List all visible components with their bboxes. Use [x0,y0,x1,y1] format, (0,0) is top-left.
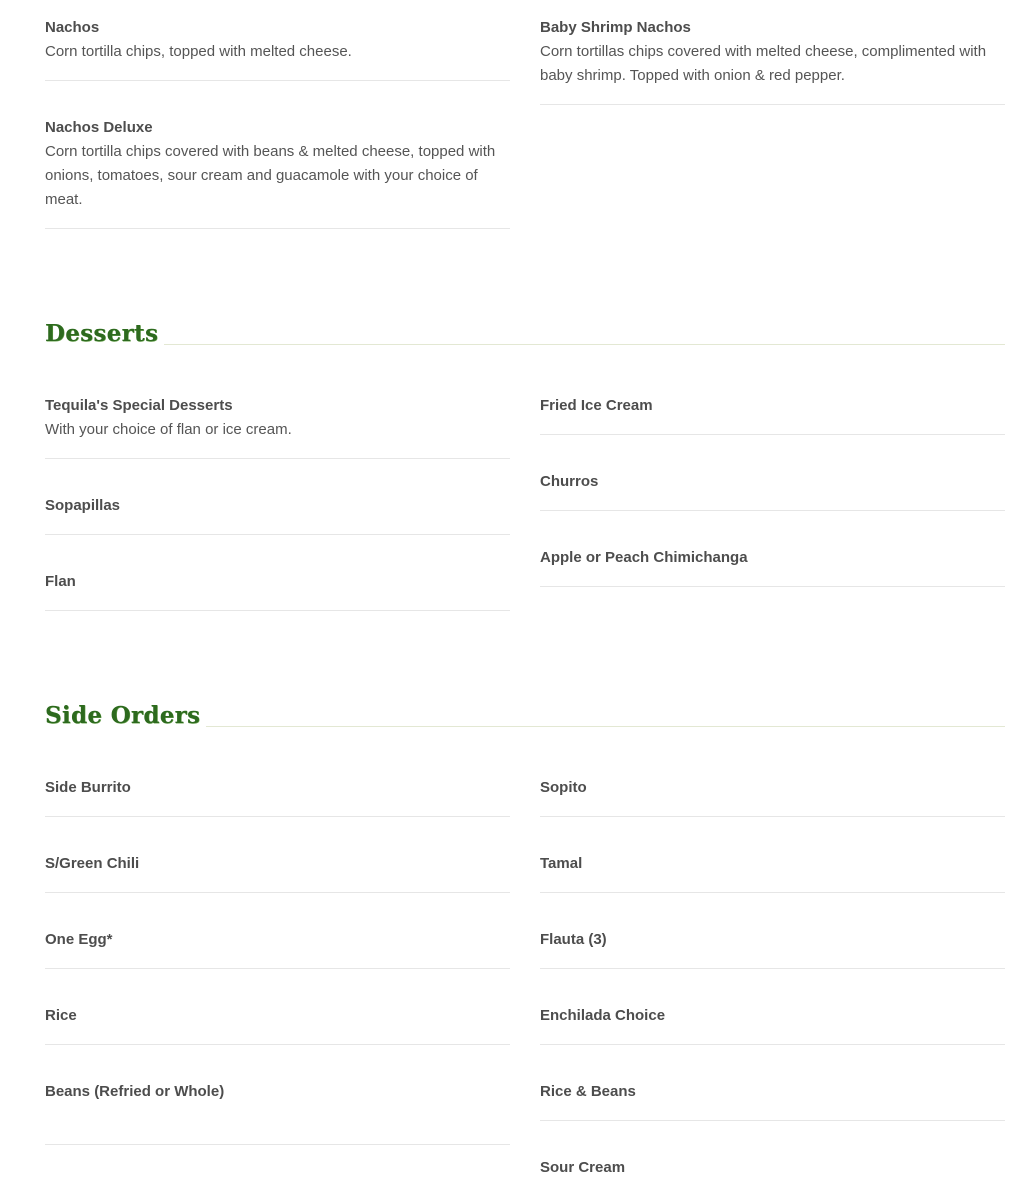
menu-item-sopapillas [45,494,510,535]
item-name: S/Green Chili [45,855,140,872]
item-name: Churros [540,473,599,490]
menu-item-nachos-deluxe [45,116,510,229]
item-name: Enchilada Choice [540,1007,666,1024]
section-title: Desserts [45,320,164,348]
item-name: Tequila's Special Desserts [45,397,233,414]
item-name: Rice & Beans [540,1083,636,1100]
menu-item-churros [540,470,1005,511]
section-title: Side Orders [45,702,206,730]
menu-item-rice-beans [540,1080,1005,1121]
item-name: Beans (Refried or Whole) [45,1083,225,1100]
menu-item-flan [45,570,510,611]
menu-item-sour-cream [540,1156,1005,1178]
menu-item-tamal [540,852,1005,893]
item-name: Flan [45,573,76,590]
item-name: Sour Cream [540,1159,626,1176]
item-name: Nachos Deluxe [45,119,153,136]
item-name: Sopapillas [45,497,121,514]
item-name: Tamal [540,855,583,872]
menu-item-baby-shrimp-nachos [540,16,1005,105]
item-description: Corn tortilla chips, topped with melted cheese. [45,43,352,60]
item-name: Flauta (3) [540,931,607,948]
menu-item-rice [45,1004,510,1045]
menu-item-one-egg [45,928,510,969]
item-name: Apple or Peach Chimichanga [540,549,748,566]
item-name: Fried Ice Cream [540,397,653,414]
menu-item-green-chili [45,852,510,893]
menu-item-apple-peach-chimichanga [540,546,1005,587]
item-name: Side Burrito [45,779,131,796]
desserts-heading [45,320,1005,347]
menu-item-beans [45,1080,510,1145]
menu-item-flauta [540,928,1005,969]
menu-item-nachos [45,16,510,81]
item-name: Sopito [540,779,587,796]
item-name: Rice [45,1007,77,1024]
item-name: Nachos [45,19,100,36]
item-description: Corn tortilla chips covered with beans & melted cheese, topped with onions, tomatoes, sour cream and guacamole with your choice of meat. [45,143,496,208]
menu-item-sopito [540,776,1005,817]
menu-item-enchilada-choice [540,1004,1005,1045]
menu-item-fried-ice-cream [540,394,1005,435]
side-orders-heading [45,702,1005,729]
item-name: One Egg* [45,931,113,948]
item-description: With your choice of flan or ice cream. [45,421,292,438]
item-name: Baby Shrimp Nachos [540,19,691,36]
menu-item-tequilas-special-desserts [45,394,510,459]
menu-item-side-burrito [45,776,510,817]
item-description: Corn tortillas chips covered with melted cheese, complimented with baby shrimp. Topped with onion & red pepper. [540,43,987,84]
